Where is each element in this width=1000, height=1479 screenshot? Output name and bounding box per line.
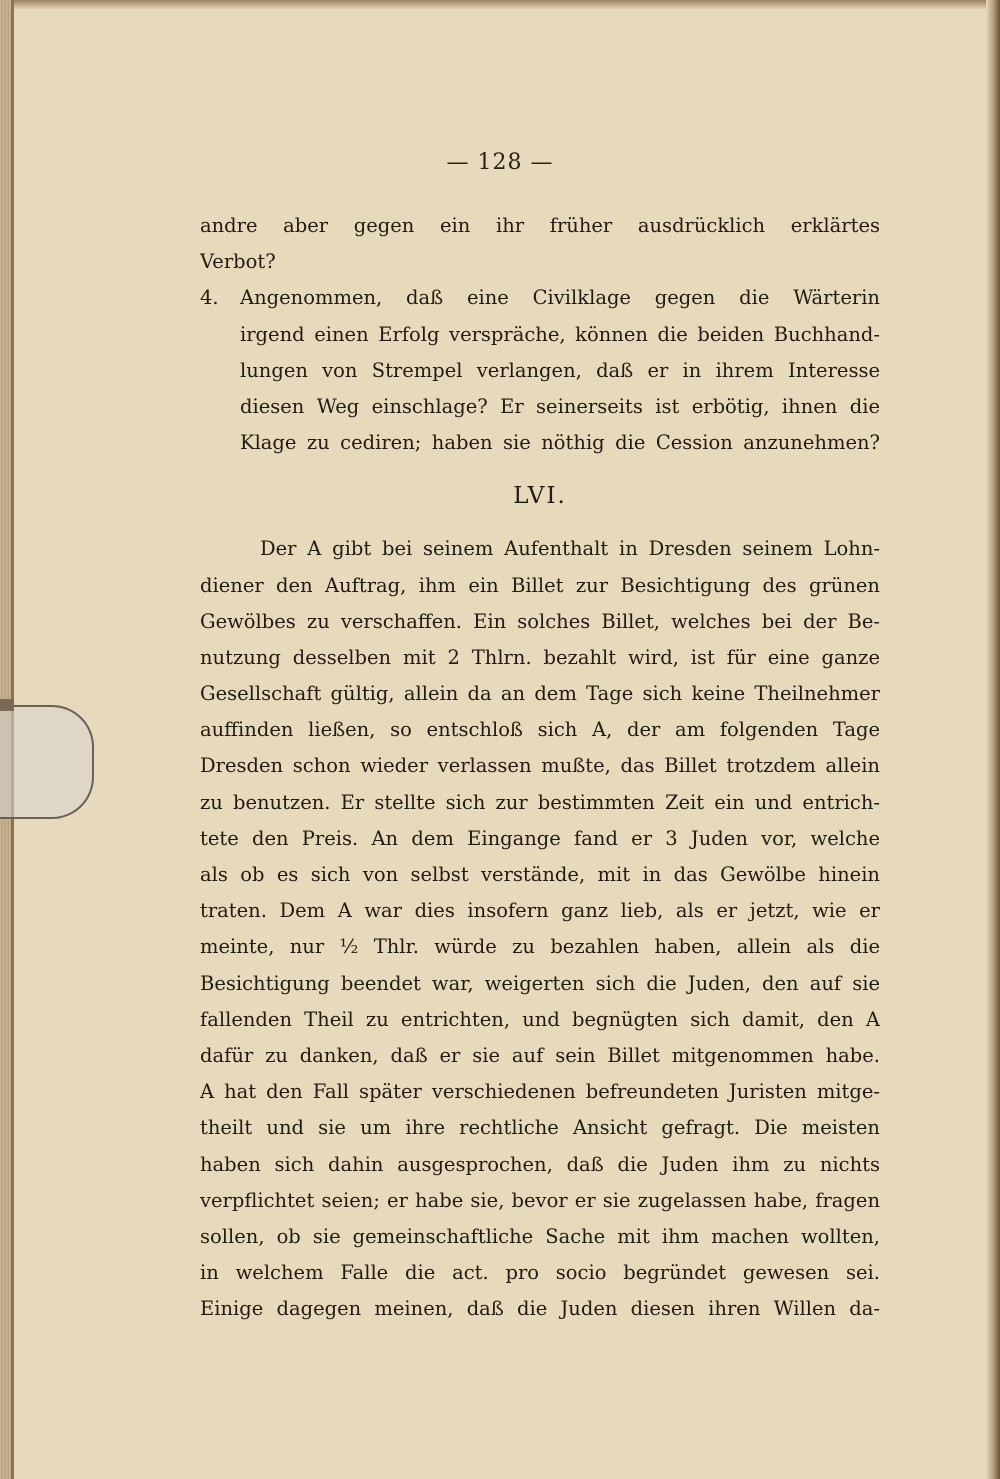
body-text [200, 208, 880, 1327]
text-line: meinte, nur ½ Thlr. würde zu bezahlen haben, allein als die [200, 935, 880, 959]
text-line: Klage zu cediren; haben sie nöthig die Cession anzunehmen? [240, 431, 880, 455]
text-line: Der A gibt bei seinem Aufenthalt in Dresden seinem Lohn- [260, 537, 880, 561]
text-line: Verbot? [200, 250, 276, 274]
text-line: verpflichtet seien; er habe sie, bevor er sie zugelassen habe, fragen [200, 1188, 880, 1212]
page-top-shadow [0, 0, 1000, 10]
text-line: haben sich dahin ausgesprochen, daß die Juden ihm zu nichts [200, 1152, 880, 1176]
text-line: Dresden schon wieder verlassen mußte, das Billet trotzdem allein [200, 754, 880, 778]
text-line: andre aber gegen ein ihr früher ausdrücklich erklärtes [200, 214, 880, 237]
text-line: sollen, ob sie gemeinschaftliche Sache mit ihm machen wollten, [200, 1224, 880, 1248]
text-line: als ob es sich von selbst verstände, mit in das Gewölbe hinein [200, 863, 880, 886]
item-text: Angenommen, daß eine Civilklage gegen die Wärterin [240, 286, 880, 310]
text-line: tete den Preis. An dem Eingange fand er 3 Juden vor, welche [200, 826, 880, 850]
book-spine-edge [986, 0, 1000, 1479]
text-line: Besichtigung beendet war, weigerten sich die Juden, den auf sie [200, 971, 880, 995]
text-line [200, 280, 880, 316]
text-line: zu benutzen. Er stellte sich zur bestimmten Zeit ein und entrich- [200, 790, 880, 814]
text-line: A hat den Fall später verschiedenen befreundeten Juristen mitge- [200, 1080, 880, 1104]
text-line: Einige dagegen meinen, daß die Juden diesen ihren Willen da- [200, 1297, 880, 1321]
text-line: Gewölbes zu verschaffen. Ein solches Billet, welches bei der Be- [200, 609, 880, 633]
text-line: diesen Weg einschlage? Er seinerseits ist erbötig, ihnen die [240, 394, 880, 418]
text-line: in welchem Falle die act. pro socio begründet gewesen sei. [200, 1261, 880, 1285]
text-line: dafür zu danken, daß er sie auf sein Billet mitgenommen habe. [200, 1043, 880, 1067]
text-line: traten. Dem A war dies insofern ganz lieb, als er jetzt, wie er [200, 899, 880, 923]
item-number: 4. [200, 286, 219, 310]
section-heading: LVI. [513, 483, 567, 510]
text-line: fallenden Theil zu entrichten, und begnügten sich damit, den A [200, 1007, 880, 1031]
text-line: Gesellschaft gültig, allein da an dem Tage sich keine Theilnehmer [200, 682, 880, 706]
list-item-4 [200, 280, 880, 461]
section-paragraph [200, 531, 880, 1327]
text-line: diener den Auftrag, ihm ein Billet zur Besichtigung des grünen [200, 573, 880, 597]
text-line: irgend einen Erfolg verspräche, können die beiden Buchhand- [240, 322, 880, 346]
text-line: auffinden ließen, so entschloß sich A, der am folgenden Tage [200, 718, 880, 742]
page-number: — 128 — [446, 150, 554, 175]
text-line: theilt und sie um ihre rechtliche Ansicht gefragt. Die meisten [200, 1116, 880, 1140]
text-line: lungen von Strempel verlangen, daß er in ihrem Interesse [240, 358, 880, 382]
page-clip-tab [0, 705, 94, 819]
text-line: nutzung desselben mit 2 Thlrn. bezahlt wird, ist für eine ganze [200, 645, 880, 669]
